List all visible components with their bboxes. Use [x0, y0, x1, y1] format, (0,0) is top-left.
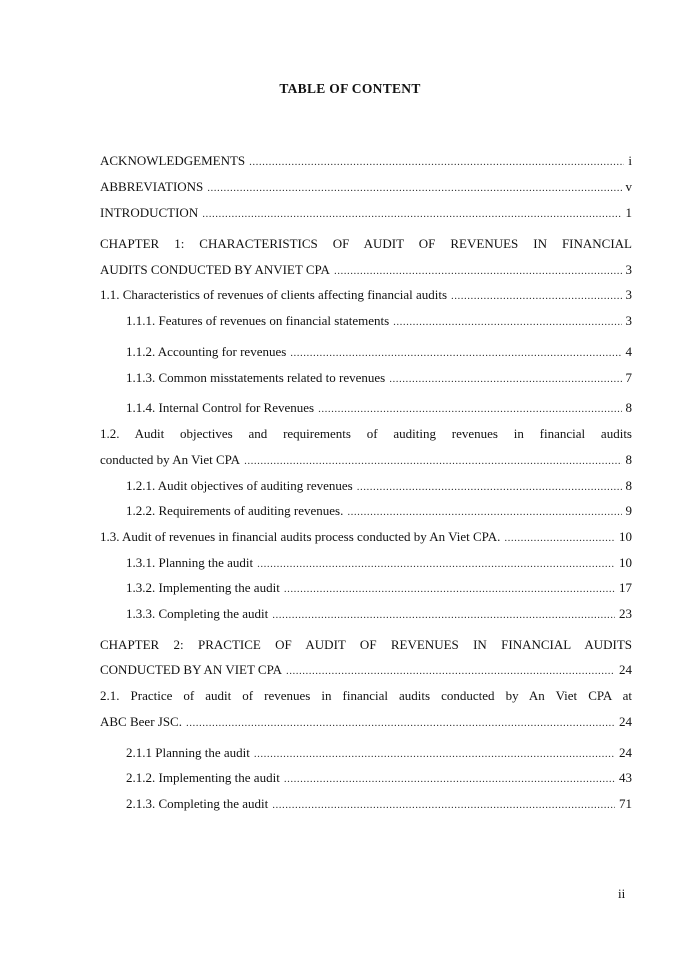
- toc-entry-1-1[interactable]: [100, 287, 632, 305]
- toc-page-number: 1: [625, 205, 632, 220]
- toc-leader: [284, 773, 615, 785]
- toc-label: 1.2.1. Audit objectives of auditing revenues: [126, 478, 353, 493]
- toc-leader: [202, 208, 621, 220]
- toc-page-number: 23: [619, 606, 632, 621]
- toc-entry-1-1-1[interactable]: [126, 313, 632, 331]
- toc-entry-1-1-4[interactable]: [126, 400, 632, 418]
- toc-page-number: v: [625, 179, 632, 194]
- toc-label: 2.1.3. Completing the audit: [126, 796, 269, 811]
- toc-1-2-line1[interactable]: 1.2. Audit objectives and requirements of auditing revenues in financial audits: [100, 426, 632, 441]
- toc-label: conducted by An Viet CPA: [100, 452, 241, 467]
- toc-label: ABBREVIATIONS: [100, 179, 204, 194]
- toc-page-number: 3: [625, 287, 632, 302]
- toc-label: 2.1.1 Planning the audit: [126, 745, 250, 760]
- toc-leader: [318, 403, 621, 415]
- toc-label: 1.1.1. Features of revenues on financial statements: [126, 313, 390, 328]
- toc-entry-2-1-2[interactable]: [126, 770, 632, 788]
- toc-leader: [357, 481, 622, 493]
- toc-leader: [254, 748, 615, 760]
- toc-label: 1.1.4. Internal Control for Revenues: [126, 400, 315, 415]
- toc-leader: [347, 506, 621, 518]
- toc-label: ABC Beer JSC.: [100, 714, 182, 729]
- toc-chapter2-line1[interactable]: CHAPTER 2: PRACTICE OF AUDIT OF REVENUES IN FINANCIAL AUDITS: [100, 637, 632, 652]
- toc-entry-1-2-2[interactable]: [126, 503, 632, 521]
- toc-page-number: 4: [625, 344, 632, 359]
- toc-entry-1-3-3[interactable]: [126, 606, 632, 624]
- toc-entry-1-2[interactable]: [100, 452, 632, 470]
- toc-entry-chapter1[interactable]: [100, 262, 632, 280]
- toc-label: ACKNOWLEDGEMENTS: [100, 153, 246, 168]
- toc-leader: [186, 717, 615, 729]
- toc-page-number: 7: [625, 370, 632, 385]
- toc-entry-1-3[interactable]: [100, 529, 632, 547]
- toc-entry-introduction[interactable]: [100, 205, 632, 223]
- toc-leader: [249, 156, 624, 168]
- toc-entry-chapter2[interactable]: [100, 662, 632, 680]
- toc-label: 1.2.2. Requirements of auditing revenues.: [126, 503, 344, 518]
- toc-leader: [334, 265, 622, 277]
- toc-label: 1.3.1. Planning the audit: [126, 555, 254, 570]
- toc-entry-1-3-1[interactable]: [126, 555, 632, 573]
- toc-entry-2-1-1[interactable]: [126, 745, 632, 763]
- toc-leader: [286, 665, 615, 677]
- toc-entry-1-1-2[interactable]: [126, 344, 632, 362]
- toc-page-number: 3: [625, 313, 632, 328]
- toc-leader: [389, 373, 621, 385]
- toc-label: 1.3.3. Completing the audit: [126, 606, 269, 621]
- toc-page-number: 9: [625, 503, 632, 518]
- toc-page-number: 8: [625, 478, 632, 493]
- toc-page-number: 8: [625, 400, 632, 415]
- toc-page-number: 17: [619, 580, 632, 595]
- toc-entry-1-2-1[interactable]: [126, 478, 632, 496]
- toc-leader: [504, 532, 615, 544]
- toc-label: 1.3. Audit of revenues in financial audits process conducted by An Viet CPA.: [100, 529, 501, 544]
- toc-entry-1-3-2[interactable]: [126, 580, 632, 598]
- toc-entry-1-1-3[interactable]: [126, 370, 632, 388]
- toc-label: 2.1.2. Implementing the audit: [126, 770, 280, 785]
- toc-label: 1.1.2. Accounting for revenues: [126, 344, 287, 359]
- toc-leader: [272, 609, 615, 621]
- toc-label: AUDITS CONDUCTED BY ANVIET CPA: [100, 262, 330, 277]
- toc-entry-2-1[interactable]: [100, 714, 632, 732]
- toc-leader: [244, 455, 621, 467]
- toc-page-number: 71: [619, 796, 632, 811]
- toc-entry-2-1-3[interactable]: [126, 796, 632, 814]
- toc-entry-acknowledgements[interactable]: [100, 153, 632, 171]
- toc-page-number: 24: [619, 714, 632, 729]
- toc-leader: [272, 799, 615, 811]
- toc-page-number: 10: [619, 529, 632, 544]
- toc-chapter1-line1[interactable]: CHAPTER 1: CHARACTERISTICS OF AUDIT OF REVENUES IN FINANCIAL: [100, 236, 632, 251]
- toc-entry-abbreviations[interactable]: [100, 179, 632, 197]
- toc-label: INTRODUCTION: [100, 205, 199, 220]
- footer-page-number: ii: [618, 886, 626, 901]
- toc-leader: [393, 316, 621, 328]
- toc-page-number: i: [628, 153, 632, 168]
- toc-leader: [207, 182, 621, 194]
- toc-page-number: 43: [619, 770, 632, 785]
- toc-leader: [451, 290, 621, 302]
- toc-page-number: 24: [619, 662, 632, 677]
- toc-page-number: 3: [625, 262, 632, 277]
- toc-label: 1.1.3. Common misstatements related to revenues: [126, 370, 386, 385]
- toc-2-1-line1[interactable]: 2.1. Practice of audit of revenues in financial audits conducted by An Viet CPA at: [100, 688, 632, 703]
- toc-page-number: 24: [619, 745, 632, 760]
- toc-page-number: 10: [619, 555, 632, 570]
- toc-label: 1.1. Characteristics of revenues of clients affecting financial audits: [100, 287, 448, 302]
- toc-leader: [257, 558, 615, 570]
- toc-page-number: 8: [625, 452, 632, 467]
- toc-label: CONDUCTED BY AN VIET CPA: [100, 662, 283, 677]
- toc-leader: [290, 347, 621, 359]
- toc-label: 1.3.2. Implementing the audit: [126, 580, 280, 595]
- page-title: TABLE OF CONTENT: [279, 81, 421, 96]
- toc-leader: [284, 583, 615, 595]
